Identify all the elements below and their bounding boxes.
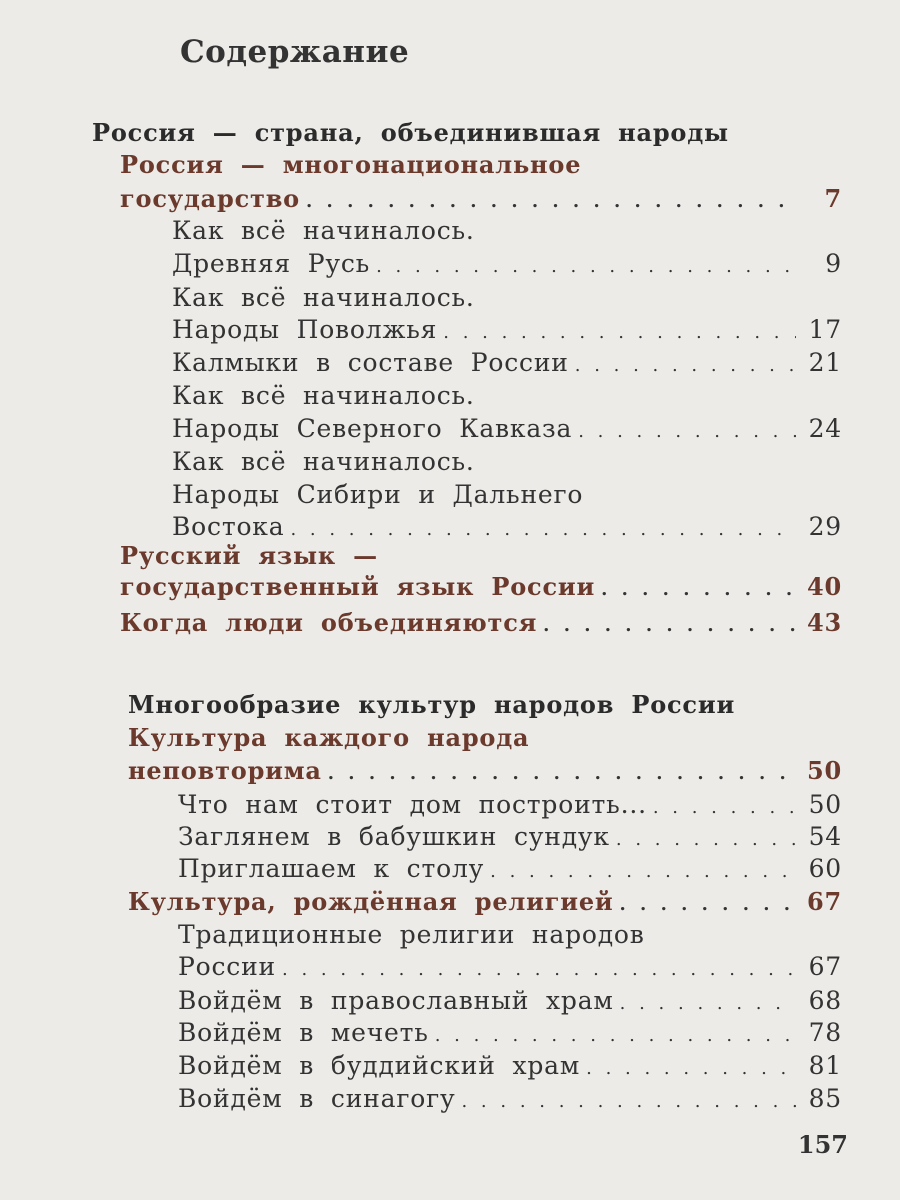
toc-entry [178, 1084, 842, 1113]
toc-entry-title: Народы Поволжья [172, 315, 438, 344]
toc-entry-title: Войдём в мечеть [178, 1018, 429, 1047]
toc-entry-title: Что нам стоит дом построить... [178, 790, 647, 819]
toc-entry [172, 447, 475, 476]
toc-entry [120, 184, 842, 213]
toc-entry-title: Россия — страна, объединившая народы [92, 118, 729, 147]
toc-entry-page: 60 [808, 854, 842, 883]
dot-leader [616, 829, 796, 850]
toc-entry [172, 381, 475, 410]
dot-leader [620, 894, 797, 915]
toc-entry [120, 572, 842, 601]
toc-entry [92, 118, 729, 147]
dot-leader [461, 1091, 796, 1112]
toc-entry [128, 723, 529, 752]
toc-entry-page: 78 [808, 1018, 842, 1047]
toc-entry-page: 7 [824, 184, 842, 213]
toc-entry [178, 1018, 842, 1047]
dot-leader [578, 421, 796, 442]
toc-entry [120, 608, 842, 637]
toc-entry [172, 480, 583, 509]
toc-entry-page: 29 [808, 512, 842, 541]
toc-entry [178, 854, 842, 883]
toc-entry-title: Древняя Русь [172, 249, 371, 278]
toc-entry-page: 85 [808, 1084, 842, 1113]
toc-entry-page: 67 [808, 952, 842, 981]
toc-entry-title: Народы Северного Кавказа [172, 414, 573, 443]
toc-entry-title: Многообразие культур народов России [128, 690, 736, 719]
dot-leader [443, 322, 796, 343]
toc-entry [172, 512, 842, 541]
toc-entry-title: Калмыки в составе России [172, 348, 569, 377]
toc-entry [120, 150, 581, 179]
toc-entry-title: Культура, рождённая религией [128, 887, 614, 916]
toc-entry [128, 756, 842, 785]
toc-entry-title: Традиционные религии народов [178, 920, 645, 949]
toc-entry-title: государственный язык России [120, 572, 596, 601]
toc-entry [172, 315, 842, 344]
toc-entry-title: Заглянем в бабушкин сундук [178, 822, 610, 851]
toc-entry [128, 690, 735, 719]
toc-entry-title: государство [120, 184, 300, 213]
toc-entry [172, 414, 842, 443]
toc-entry [172, 348, 842, 377]
toc-entry [178, 920, 645, 949]
toc-entry [178, 822, 842, 851]
toc-entry-page: 21 [808, 348, 842, 377]
dot-leader [575, 355, 796, 376]
toc-entry-title: неповторима [128, 756, 322, 785]
dot-leader [435, 1025, 796, 1046]
toc-entry-page: 50 [807, 756, 842, 785]
toc-entry-page: 17 [808, 315, 842, 344]
toc-entry [128, 887, 842, 916]
page-title: Содержание [180, 34, 410, 70]
toc-entry [172, 283, 475, 312]
toc-entry-title: Когда люди объединяются [120, 608, 538, 637]
toc-entry-title: Как всё начиналось. [172, 447, 475, 476]
dot-leader [653, 797, 796, 818]
dot-leader [543, 615, 796, 636]
toc-entry-title: Востока [172, 512, 285, 541]
toc-entry-title: Войдём в синагогу [178, 1084, 456, 1113]
toc-entry [178, 790, 842, 819]
toc-entry-title: Как всё начиналось. [172, 381, 475, 410]
toc-entry-title: Как всё начиналось. [172, 216, 475, 245]
toc-entry [172, 249, 842, 278]
toc-entry-title: Народы Сибири и Дальнего [172, 480, 584, 509]
toc-entry [120, 541, 378, 570]
toc-entry-title: Войдём в православный храм [178, 986, 614, 1015]
toc-entry-page: 81 [808, 1051, 842, 1080]
dot-leader [490, 861, 796, 882]
toc-entry [172, 216, 475, 245]
page-number: 157 [797, 1130, 848, 1159]
toc-entry-page: 43 [807, 608, 842, 637]
dot-leader [290, 519, 796, 540]
toc-entry-page: 24 [808, 414, 842, 443]
toc-entry-title: Приглашаем к столу [178, 854, 485, 883]
toc-entry [178, 986, 842, 1015]
toc-entry-title: России [178, 952, 277, 981]
toc-entry-page: 40 [807, 572, 842, 601]
toc-entry-page: 9 [825, 249, 842, 278]
toc-entry-title: Русский язык — [120, 541, 378, 570]
dot-leader [328, 763, 796, 784]
dot-leader [282, 959, 796, 980]
dot-leader [601, 579, 796, 600]
dot-leader [620, 993, 796, 1014]
toc-entry-title: Культура каждого народа [128, 723, 530, 752]
dot-leader [376, 256, 796, 277]
dot-leader [306, 191, 796, 212]
toc-entry-title: Войдём в буддийский храм [178, 1051, 581, 1080]
toc-entry-page: 68 [808, 986, 842, 1015]
toc-entry-title: Россия — многонациональное [120, 150, 582, 179]
toc-entry [178, 1051, 842, 1080]
toc-entry-title: Как всё начиналось. [172, 283, 475, 312]
toc-entry-page: 67 [807, 887, 842, 916]
toc-entry-page: 54 [808, 822, 842, 851]
toc-entry-page: 50 [808, 790, 842, 819]
toc-entry [178, 952, 842, 981]
dot-leader [586, 1058, 796, 1079]
